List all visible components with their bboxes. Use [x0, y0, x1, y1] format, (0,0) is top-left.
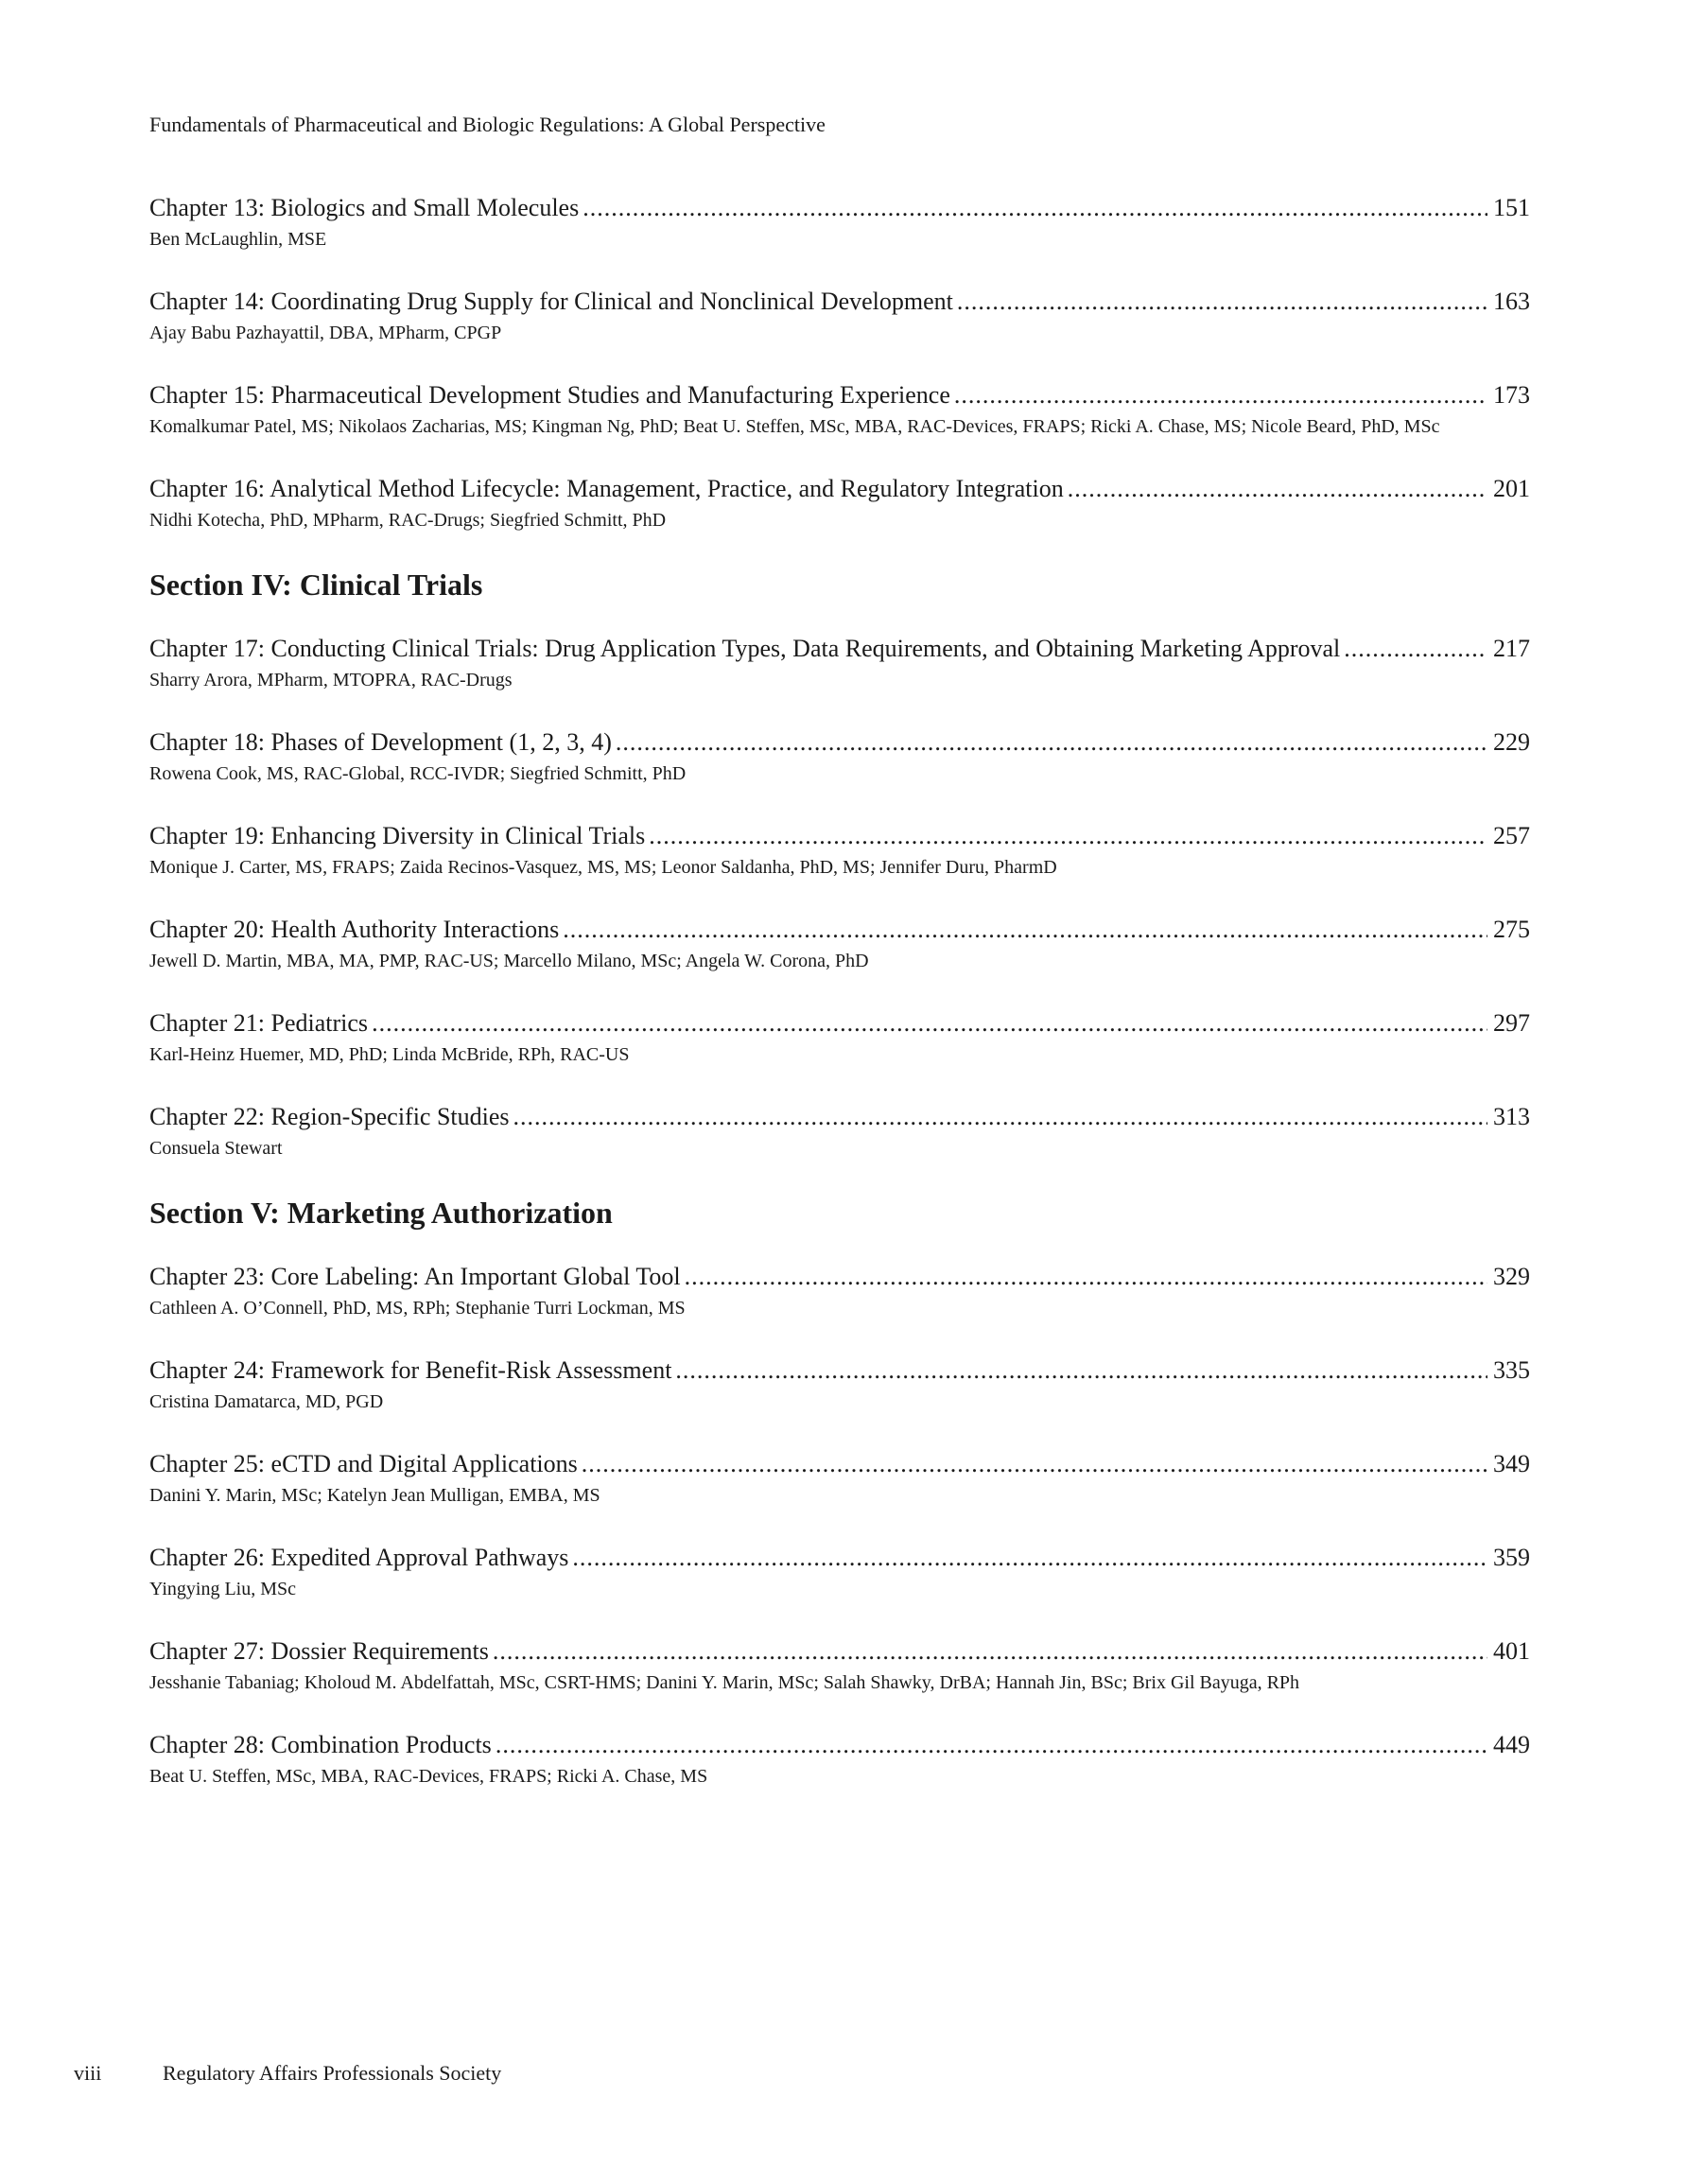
- toc-entry-chapter-15[interactable]: [149, 378, 1530, 441]
- dot-leader: [649, 819, 1487, 853]
- dot-leader: [1068, 472, 1487, 506]
- chapter-title: Chapter 26: Expedited Approval Pathways: [149, 1544, 569, 1571]
- chapter-authors: Rowena Cook, MS, RAC-Global, RCC-IVDR; Siegfried Schmitt, PhD: [149, 763, 687, 784]
- section-heading-marketing-authorization: Section V: Marketing Authorization: [149, 1196, 613, 1230]
- toc-entry-chapter-17[interactable]: [149, 632, 1530, 694]
- chapter-authors: Yingying Liu, MSc: [149, 1579, 297, 1599]
- dot-leader: [675, 1354, 1487, 1388]
- dot-leader: [954, 378, 1487, 412]
- page-number: 449: [1493, 1731, 1530, 1758]
- dot-leader: [493, 1634, 1487, 1669]
- page-number: 217: [1493, 635, 1530, 662]
- chapter-title: Chapter 23: Core Labeling: An Important Global Tool: [149, 1263, 681, 1290]
- toc-entry-chapter-22[interactable]: [149, 1100, 1530, 1162]
- dot-leader: [1344, 632, 1487, 666]
- toc-entry-chapter-26[interactable]: [149, 1541, 1530, 1603]
- page-number: 297: [1493, 1009, 1530, 1037]
- chapter-title: Chapter 27: Dossier Requirements: [149, 1637, 489, 1665]
- chapter-title: Chapter 20: Health Authority Interactions: [149, 916, 560, 943]
- page-number: 151: [1493, 194, 1530, 221]
- page-number: 229: [1493, 728, 1530, 756]
- chapter-authors: Consuela Stewart: [149, 1138, 283, 1159]
- chapter-title: Chapter 16: Analytical Method Lifecycle: Management, Practice, and Regulatory Integration: [149, 475, 1064, 502]
- chapter-authors: Ben McLaughlin, MSE: [149, 229, 327, 250]
- toc-entry-chapter-24[interactable]: [149, 1354, 1530, 1416]
- chapter-title: Chapter 13: Biologics and Small Molecules: [149, 194, 580, 221]
- chapter-authors: Beat U. Steffen, MSc, MBA, RAC-Devices, FRAPS; Ricki A. Chase, MS: [149, 1766, 708, 1787]
- chapter-title: Chapter 28: Combination Products: [149, 1731, 492, 1758]
- dot-leader: [513, 1100, 1487, 1134]
- page-number: 329: [1493, 1263, 1530, 1290]
- chapter-title: Chapter 22: Region-Specific Studies: [149, 1103, 510, 1130]
- chapter-authors: Jewell D. Martin, MBA, MA, PMP, RAC-US; Marcello Milano, MSc; Angela W. Corona, PhD: [149, 951, 869, 971]
- dot-leader: [572, 1541, 1487, 1575]
- toc-entry-chapter-16[interactable]: [149, 472, 1530, 534]
- dot-leader: [957, 285, 1487, 319]
- page-number: 275: [1493, 916, 1530, 943]
- page-number: 173: [1493, 381, 1530, 409]
- publisher-name: Regulatory Affairs Professionals Society: [163, 2061, 502, 2085]
- chapter-authors: Sharry Arora, MPharm, MTOPRA, RAC-Drugs: [149, 670, 513, 690]
- toc-entry-chapter-21[interactable]: [149, 1006, 1530, 1069]
- toc-entry-chapter-18[interactable]: [149, 725, 1530, 788]
- toc-entry-chapter-19[interactable]: [149, 819, 1530, 882]
- running-header: Fundamentals of Pharmaceutical and Biologic Regulations: A Global Perspective: [149, 113, 826, 136]
- section-heading-clinical-trials: Section IV: Clinical Trials: [149, 568, 483, 602]
- chapter-authors: Monique J. Carter, MS, FRAPS; Zaida Recinos-Vasquez, MS, MS; Leonor Saldanha, PhD, MS; Jennifer Duru, PharmD: [149, 857, 1057, 878]
- page-number: 359: [1493, 1544, 1530, 1571]
- toc-entry-chapter-25[interactable]: [149, 1447, 1530, 1510]
- toc-entry-chapter-13[interactable]: [149, 191, 1530, 253]
- page-number: 335: [1493, 1356, 1530, 1384]
- dot-leader: [563, 913, 1487, 947]
- toc-entry-chapter-14[interactable]: [149, 285, 1530, 347]
- dot-leader: [372, 1006, 1487, 1040]
- dot-leader: [583, 191, 1487, 225]
- page-number: 201: [1493, 475, 1530, 502]
- chapter-title: Chapter 18: Phases of Development (1, 2, 3, 4): [149, 728, 612, 756]
- folio-page-number: viii: [74, 2061, 102, 2085]
- chapter-authors: Komalkumar Patel, MS; Nikolaos Zacharias, MS; Kingman Ng, PhD; Beat U. Steffen, MSc, MBA, RAC-Devices, FRAPS; Ricki A. Chase, MS; Nicole Beard, PhD, MSc: [149, 416, 1440, 437]
- chapter-authors: Jesshanie Tabaniag; Kholoud M. Abdelfattah, MSc, CSRT-HMS; Danini Y. Marin, MSc; Salah Shawky, DrBA; Hannah Jin, BSc; Brix Gil Bayuga, RPh: [149, 1672, 1300, 1693]
- page-number: 401: [1493, 1637, 1530, 1665]
- chapter-authors: Danini Y. Marin, MSc; Katelyn Jean Mulligan, EMBA, MS: [149, 1485, 600, 1506]
- page-number: 349: [1493, 1450, 1530, 1477]
- dot-leader: [496, 1728, 1487, 1762]
- chapter-authors: Ajay Babu Pazhayattil, DBA, MPharm, CPGP: [149, 323, 502, 343]
- chapter-title: Chapter 24: Framework for Benefit-Risk Assessment: [149, 1356, 672, 1384]
- toc-entry-chapter-27[interactable]: [149, 1634, 1530, 1697]
- toc-entry-chapter-23[interactable]: [149, 1260, 1530, 1322]
- chapter-authors: Cristina Damatarca, MD, PGD: [149, 1391, 384, 1412]
- toc-entry-chapter-20[interactable]: [149, 913, 1530, 975]
- chapter-authors: Karl-Heinz Huemer, MD, PhD; Linda McBride, RPh, RAC-US: [149, 1044, 630, 1065]
- dot-leader: [582, 1447, 1487, 1481]
- toc-entry-chapter-28[interactable]: [149, 1728, 1530, 1791]
- page-number: 313: [1493, 1103, 1530, 1130]
- chapter-title: Chapter 19: Enhancing Diversity in Clinical Trials: [149, 822, 646, 849]
- chapter-authors: Nidhi Kotecha, PhD, MPharm, RAC-Drugs; Siegfried Schmitt, PhD: [149, 510, 667, 531]
- dot-leader: [685, 1260, 1487, 1294]
- table-of-contents: [149, 191, 1530, 1822]
- chapter-title: Chapter 14: Coordinating Drug Supply for Clinical and Nonclinical Development: [149, 288, 953, 315]
- chapter-title: Chapter 21: Pediatrics: [149, 1009, 369, 1037]
- chapter-authors: Cathleen A. O’Connell, PhD, MS, RPh; Stephanie Turri Lockman, MS: [149, 1298, 686, 1319]
- dot-leader: [616, 725, 1487, 760]
- page-number: 163: [1493, 288, 1530, 315]
- chapter-title: Chapter 15: Pharmaceutical Development Studies and Manufacturing Experience: [149, 381, 950, 409]
- page-number: 257: [1493, 822, 1530, 849]
- chapter-title: Chapter 17: Conducting Clinical Trials: Drug Application Types, Data Requirements, and Obtaining Marketing Approval: [149, 635, 1341, 662]
- chapter-title: Chapter 25: eCTD and Digital Applications: [149, 1450, 578, 1477]
